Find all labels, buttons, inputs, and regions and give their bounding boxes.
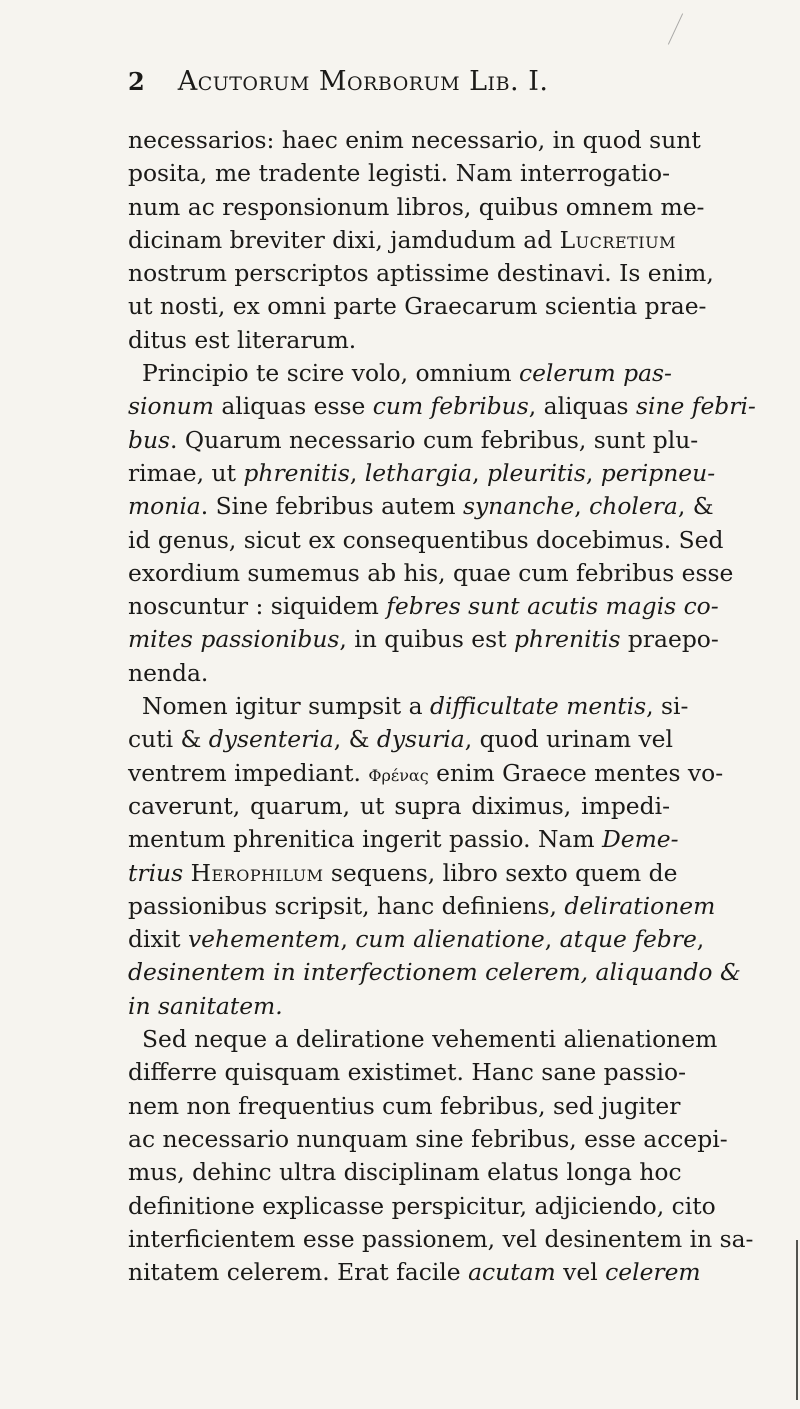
text-line: bus. Quarum necessario cum febribus, sunt plu- <box>128 425 699 454</box>
text-line: ut nosti, ex omni parte Graecarum scientia prae- <box>128 292 707 321</box>
text-line: mus, dehinc ultra disciplinam elatus longa hoc <box>128 1158 682 1187</box>
text-line: differre quisquam existimet. Hanc sane passio- <box>128 1058 686 1087</box>
text-line: nostrum perscriptos aptissime destinavi. Is enim, <box>128 259 714 288</box>
page-edge-shadow <box>796 1240 798 1400</box>
text-line: interficientem esse passionem, vel desinentem in sa- <box>128 1224 754 1253</box>
text-line: necessarios: haec enim necessario, in quod sunt <box>128 126 701 154</box>
running-head <box>128 66 668 110</box>
text-line: posita, me tradente legisti. Nam interrogatio- <box>128 159 670 188</box>
text-line: ac necessario nunquam sine febribus, esse accepi- <box>128 1124 728 1153</box>
text-line: definitione explicasse perspicitur, adjiciendo, cito <box>128 1191 716 1220</box>
text-line: ventrem impediant. Φρένας enim Graece mentes vo- <box>128 758 724 787</box>
text-line: passionibus scripsit, hanc definiens, delirationem <box>128 891 716 920</box>
text-line: Sed neque a deliratione vehementi alienationem <box>142 1025 718 1054</box>
text-line: noscuntur : siquidem febres sunt acutis magis co- <box>128 592 719 621</box>
text-line: dixit vehementem, cum alienatione, atque febre, <box>128 925 705 954</box>
text-line: nem non frequentius cum febribus, sed jugiter <box>128 1091 681 1120</box>
name-lucretius: Lucretium <box>559 225 676 254</box>
text-line: monia. Sine febribus autem synanche, cholera, & <box>128 492 714 521</box>
text-line: num ac responsionum libros, quibus omnem me- <box>128 192 705 221</box>
text-line: ditus est literarum. <box>128 325 357 354</box>
text-line: id genus, sicut ex consequentibus docebimus. Sed <box>128 525 724 554</box>
name-herophilus: Herophilum <box>190 858 324 887</box>
text-line: dicinam breviter dixi, jamdudum ad Lucretium <box>128 225 676 254</box>
text-line: sionum aliquas esse cum febribus, aliquas sine febri- <box>128 392 756 421</box>
greek-word: Φρένας <box>368 765 429 785</box>
text-line: Nomen igitur sumpsit a difficultate mentis, si- <box>142 692 689 721</box>
text-block <box>128 124 756 1289</box>
text-line: exordium sumemus ab his, quae cum febribus esse <box>128 558 734 587</box>
running-title: Acutorum Morborum Lib. I. <box>177 66 549 97</box>
text-line: in sanitatem. <box>128 991 283 1020</box>
text-line: nenda. <box>128 658 209 687</box>
text-line: trius Herophilum sequens, libro sexto quem de <box>128 858 678 887</box>
page-number: 2 <box>128 67 146 96</box>
text-line: mites passionibus, in quibus est phrenitis praepo- <box>128 625 719 654</box>
text-line: mentum phrenitica ingerit passio. Nam Deme- <box>128 825 679 854</box>
text-line: desinentem in interfectionem celerem, aliquando & <box>128 958 741 987</box>
margin-mark <box>668 13 683 44</box>
text-line: caverunt, quarum, ut supra diximus, impedi- <box>128 791 670 820</box>
text-line: rimae, ut phrenitis, lethargia, pleuritis, peripneu- <box>128 458 716 487</box>
text-line: cuti & dysenteria, & dysuria, quod urinam vel <box>128 725 674 754</box>
text-line: nitatem celerem. Erat facile acutam vel celerem <box>128 1258 701 1287</box>
text-line: Principio te scire volo, omnium celerum pas- <box>142 359 672 388</box>
